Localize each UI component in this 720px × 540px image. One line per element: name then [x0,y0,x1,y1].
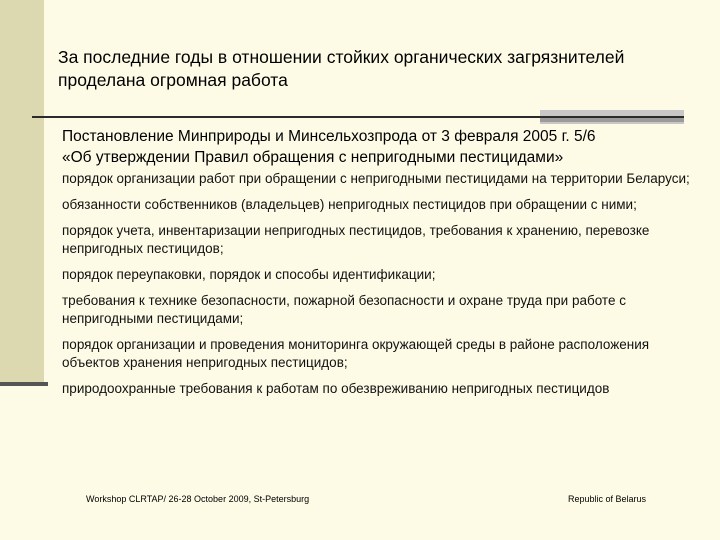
title-divider [32,116,684,118]
accent-bar-stripe [540,118,684,122]
list-item: порядок организации работ при обращении с непригодными пестицидами на территории Беларуси; [62,171,690,186]
slide-title-line-1: За последние годы в отношении стойких органических загрязнителей [58,47,625,67]
slide-title [58,46,708,92]
footer-country: Republic of Belarus [568,494,647,504]
slide-content [62,126,702,406]
left-panel-edge [0,382,48,386]
resolution-heading [62,126,702,168]
list-item: требования к технике безопасности, пожарной безопасности и охране труда при работе с непригодными пестицидами; [62,293,626,326]
list-item: природоохранные требования к работам по обезвреживанию непригодных пестицидов [62,381,610,396]
slide-title-line-2: проделана огромная работа [58,70,288,90]
resolution-heading-line-1: Постановление Минприроды и Минсельхозпрода от 3 февраля 2005 г. 5/6 [62,128,596,145]
list-item: порядок организации и проведения мониторинга окружающей среды в районе расположения объектов хранения непригодных пестицидов; [62,337,650,370]
resolution-heading-line-2: «Об утверждении Правил обращения с непригодными пестицидами» [62,149,564,166]
footer-workshop: Workshop CLRTAP/ 26-28 October 2009, St-Petersburg [86,494,310,504]
list-item: порядок переупаковки, порядок и способы идентификации; [62,267,436,282]
list-item: порядок учета, инвентаризации непригодных пестицидов, требования к хранению, перевозке непригодных пестицидов; [62,223,650,256]
left-decorative-panel [0,0,44,382]
list-item: обязанности собственников (владельцев) непригодных пестицидов при обращении с ними; [62,197,637,212]
